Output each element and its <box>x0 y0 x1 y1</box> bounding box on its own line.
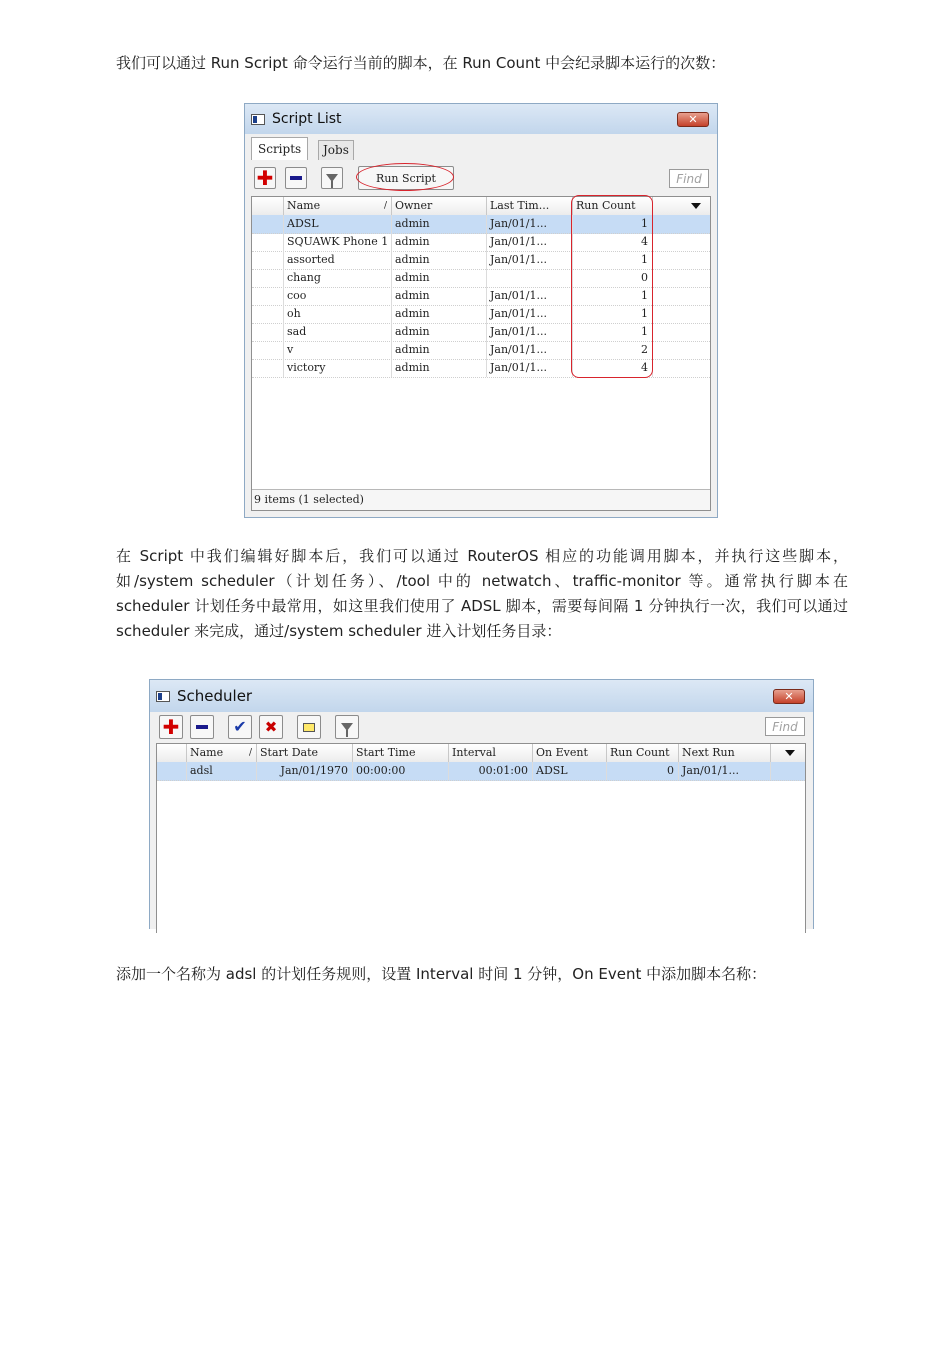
column-header-run-count[interactable]: Run Count <box>607 744 679 762</box>
enable-button[interactable] <box>228 715 252 739</box>
row-spacer <box>157 762 187 780</box>
table-header <box>157 744 805 763</box>
cell-last <box>487 269 573 287</box>
row-spacer <box>252 341 284 359</box>
cell-count: 1 <box>573 251 653 269</box>
x-icon: ✖ <box>264 717 278 736</box>
cell-name: SQUAWK Phone 1 <box>284 233 392 251</box>
row-spacer <box>252 233 284 251</box>
cell-count: 1 <box>573 323 653 341</box>
cell-last: Jan/01/1... <box>487 233 573 251</box>
cell-owner: admin <box>392 287 487 305</box>
row-spacer <box>252 251 284 269</box>
body-paragraph: 在 Script 中我们编辑好脚本后，我们可以通过 RouterOS 相应的功能调用脚本，并执行这些脚本，如/system scheduler（计划任务）、/tool 中的 netwatch、traffic-monitor 等。通常执行脚本在 scheduler 计划任务中最常用，如这里我们使用了 ADSL 脚本，需要每间隔 1 分钟执行一次，我们可以通过 scheduler 来完成，通过/system scheduler 进入计划任务目录： <box>116 547 848 640</box>
cell-last: Jan/01/1... <box>487 287 573 305</box>
cell-count: 1 <box>573 287 653 305</box>
run-script-highlight <box>356 163 454 191</box>
column-header-name[interactable]: Name / <box>284 197 392 215</box>
cell-interval: 00:01:00 <box>449 762 533 780</box>
header-spacer <box>157 744 187 762</box>
column-header-run-count[interactable]: Run Count <box>573 197 653 215</box>
cell-owner: admin <box>392 323 487 341</box>
cell-name: adsl <box>187 762 257 780</box>
column-menu[interactable] <box>771 744 806 762</box>
dropdown-arrow-icon <box>691 203 701 209</box>
cell-name: chang <box>284 269 392 287</box>
remove-button[interactable] <box>285 167 307 189</box>
cell-count: 4 <box>573 233 653 251</box>
tab-jobs[interactable]: Jobs <box>318 140 354 160</box>
row-spacer <box>252 323 284 341</box>
cell-name: victory <box>284 359 392 377</box>
add-button[interactable] <box>254 167 276 189</box>
column-header-on-event[interactable]: On Event <box>533 744 607 762</box>
filter-icon <box>341 723 353 731</box>
scheduler-window <box>149 679 814 929</box>
comment-button[interactable] <box>297 715 321 739</box>
column-header-owner[interactable]: Owner <box>392 197 487 215</box>
filter-icon <box>326 174 338 182</box>
column-header-interval[interactable]: Interval <box>449 744 533 762</box>
dropdown-arrow-icon <box>785 750 795 756</box>
close-button[interactable]: ✕ <box>677 112 709 127</box>
find-input[interactable]: Find <box>669 169 709 188</box>
column-header-last-time[interactable]: Last Tim... <box>487 197 573 215</box>
cell-last: Jan/01/1... <box>487 359 573 377</box>
cell-name: assorted <box>284 251 392 269</box>
header-spacer <box>252 197 284 215</box>
column-menu[interactable] <box>653 197 711 215</box>
cell-count: 0 <box>573 269 653 287</box>
window-icon <box>251 114 265 125</box>
cell-name: coo <box>284 287 392 305</box>
cell-owner: admin <box>392 305 487 323</box>
run-count-highlight <box>571 195 653 378</box>
row-spacer <box>252 215 284 233</box>
disable-button[interactable] <box>259 715 283 739</box>
cell-last: Jan/01/1... <box>487 215 573 233</box>
filter-button[interactable] <box>335 715 359 739</box>
status-bar: 9 items (1 selected) <box>252 489 710 510</box>
filter-button[interactable] <box>321 167 343 189</box>
window-title: Scheduler <box>177 687 253 705</box>
close-button[interactable]: ✕ <box>773 689 805 704</box>
cell-owner: admin <box>392 233 487 251</box>
cell-count: 1 <box>573 215 653 233</box>
cell-count: 2 <box>573 341 653 359</box>
intro-paragraph: 我们可以通过 Run Script 命令运行当前的脚本，在 Run Count 中会纪录脚本运行的次数： <box>116 54 726 72</box>
find-input[interactable]: Find <box>765 717 805 736</box>
plus-icon: ✚ <box>256 166 274 190</box>
cell-run-count: 0 <box>607 762 679 780</box>
check-icon: ✔ <box>233 717 247 736</box>
tab-scripts[interactable]: Scripts <box>251 137 308 160</box>
run-script-label: Run Script <box>376 171 436 185</box>
minus-icon <box>196 725 208 729</box>
column-header-name[interactable]: Name / <box>187 744 257 762</box>
cell-name: sad <box>284 323 392 341</box>
scheduler-table <box>156 743 806 933</box>
cell-owner: admin <box>392 341 487 359</box>
cell-last: Jan/01/1... <box>487 323 573 341</box>
column-header-next-run[interactable]: Next Run <box>679 744 771 762</box>
row-spacer <box>252 287 284 305</box>
cell-owner: admin <box>392 251 487 269</box>
cell-owner: admin <box>392 215 487 233</box>
cell-count: 4 <box>573 359 653 377</box>
script-list-window <box>244 103 718 518</box>
cell-start-time: 00:00:00 <box>353 762 449 780</box>
cell-next-run: Jan/01/1... <box>679 762 771 780</box>
cell-owner: admin <box>392 269 487 287</box>
column-header-start-time[interactable]: Start Time <box>353 744 449 762</box>
note-icon <box>303 723 315 732</box>
row-spacer <box>252 305 284 323</box>
column-header-start-date[interactable]: Start Date <box>257 744 353 762</box>
window-icon <box>156 691 170 702</box>
cell-owner: admin <box>392 359 487 377</box>
row-spacer <box>252 269 284 287</box>
cell-start-date: Jan/01/1970 <box>257 762 353 780</box>
minus-icon <box>290 176 302 180</box>
remove-button[interactable] <box>190 715 214 739</box>
cell-last: Jan/01/1... <box>487 305 573 323</box>
cell-last: Jan/01/1... <box>487 251 573 269</box>
plus-icon: ✚ <box>162 715 180 739</box>
scheduler-titlebar <box>150 680 813 712</box>
cell-count: 1 <box>573 305 653 323</box>
cell-name: oh <box>284 305 392 323</box>
script-list-titlebar <box>245 104 717 134</box>
cell-name: ADSL <box>284 215 392 233</box>
window-title: Script List <box>272 111 342 127</box>
row-spacer <box>252 359 284 377</box>
cell-last: Jan/01/1... <box>487 341 573 359</box>
closing-paragraph: 添加一个名称为 adsl 的计划任务规则，设置 Interval 时间 1 分钟，On Event 中添加脚本名称： <box>116 965 767 983</box>
table-row[interactable] <box>157 762 805 781</box>
cell-on-event: ADSL <box>533 762 607 780</box>
cell-name: v <box>284 341 392 359</box>
add-button[interactable] <box>159 715 183 739</box>
